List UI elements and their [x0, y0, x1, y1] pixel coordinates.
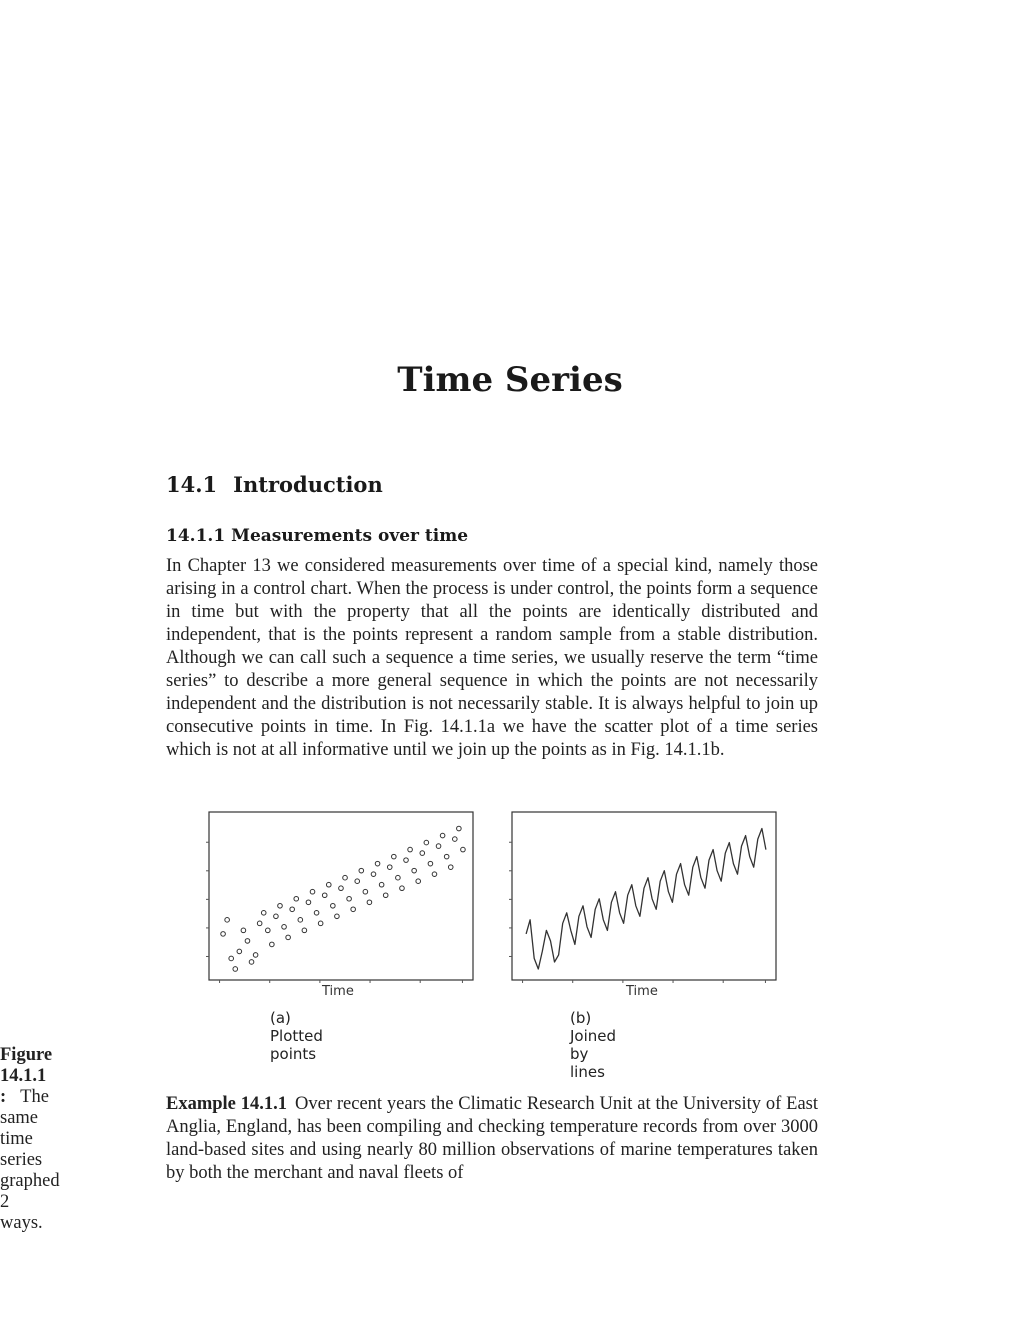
chapter-title: Time Series [397, 360, 623, 400]
line-plot [508, 808, 780, 986]
data-point [424, 840, 429, 845]
data-point [257, 921, 262, 926]
example-label: Example 14.1.1 [166, 1094, 288, 1114]
data-point [375, 861, 380, 866]
data-point [396, 875, 401, 880]
data-point [387, 865, 392, 870]
data-point [335, 914, 340, 919]
section-number: 14.1 [166, 472, 218, 497]
data-point [383, 893, 388, 898]
data-point [440, 833, 445, 838]
data-point [233, 967, 238, 972]
data-point [359, 868, 364, 873]
data-point [249, 960, 254, 965]
data-point [290, 907, 295, 912]
data-point [351, 907, 356, 912]
data-point [261, 911, 266, 916]
subsection-title: Measurements over time [231, 526, 469, 546]
data-point [400, 886, 405, 891]
example-text: Over recent years the Climatic Research Unit at the University of East Anglia, England, has been compiling and checking temperature records from over 3000 land-based sites and using nearly 80 million observations of marine temperatures taken by both the merchant and naval fleets of [166, 1094, 819, 1183]
subsection-heading [166, 526, 468, 546]
data-point [448, 865, 453, 870]
data-point [416, 879, 421, 884]
data-point [278, 903, 283, 908]
data-point [274, 914, 279, 919]
data-point [326, 882, 331, 887]
data-point [245, 939, 250, 944]
plot-a-caption: (a) Plotted points [270, 1009, 323, 1063]
series-line [526, 829, 766, 970]
data-point [444, 854, 449, 859]
data-point [404, 858, 409, 863]
plot-b-frame [512, 812, 776, 980]
data-point [241, 928, 246, 933]
data-point [298, 918, 303, 923]
example-paragraph [166, 1093, 818, 1185]
data-point [314, 911, 319, 916]
data-point [420, 851, 425, 856]
data-point [331, 903, 336, 908]
section-heading [166, 472, 383, 497]
data-point [428, 861, 433, 866]
data-point [318, 921, 323, 926]
data-point [225, 918, 230, 923]
data-point [347, 896, 352, 901]
data-point [371, 872, 376, 877]
data-point [453, 837, 458, 842]
data-point [282, 925, 287, 930]
plot-b-caption: (b) Joined by lines [570, 1009, 617, 1081]
data-point [322, 893, 327, 898]
data-point [343, 875, 348, 880]
data-point [461, 847, 466, 852]
data-point [270, 942, 275, 947]
data-point [221, 932, 226, 937]
data-point [367, 900, 372, 905]
data-point [286, 935, 291, 940]
intro-paragraph: In Chapter 13 we considered measurements over time of a special kind, namely those arising in a control chart. When the process is under control, the points form a sequence in time but with the property that all the points are identically distributed and independent, that is the points represent a random sample from a stable distribution. Although we can call such a sequence a time series, we usually reserve the term “time series” to describe a more general sequence in which the points are not necessarily independent and the distribution is not necessarily stable. It is always helpful to join up consecutive points in time. In Fig. 14.1.1a we have the scatter plot of a time series which is not at all informative until we join up the points as in Fig. 14.1.1b. [166, 556, 818, 760]
data-point [436, 844, 441, 849]
section-title: Introduction [233, 472, 383, 497]
data-point [392, 854, 397, 859]
data-point [363, 889, 368, 894]
data-point [310, 889, 315, 894]
subsection-number: 14.1.1 [166, 526, 226, 546]
data-point [412, 868, 417, 873]
figure-caption-text: The same time series graphed 2 ways. [0, 1087, 60, 1233]
data-point [408, 847, 413, 852]
data-point [379, 882, 384, 887]
data-point [302, 928, 307, 933]
data-point [432, 872, 437, 877]
data-point [306, 900, 311, 905]
data-point [237, 949, 242, 954]
plot-a-xlabel: Time [322, 984, 354, 999]
plot-a-frame [209, 812, 473, 980]
data-point [265, 928, 270, 933]
data-point [339, 886, 344, 891]
data-point [457, 826, 462, 831]
data-point [294, 896, 299, 901]
data-point [355, 879, 360, 884]
data-point [253, 953, 258, 958]
data-point [229, 956, 234, 961]
plot-b-xlabel: Time [626, 984, 658, 999]
scatter-plot [205, 808, 477, 986]
figure-caption-label: Figure 14.1.1 : [0, 1045, 53, 1107]
